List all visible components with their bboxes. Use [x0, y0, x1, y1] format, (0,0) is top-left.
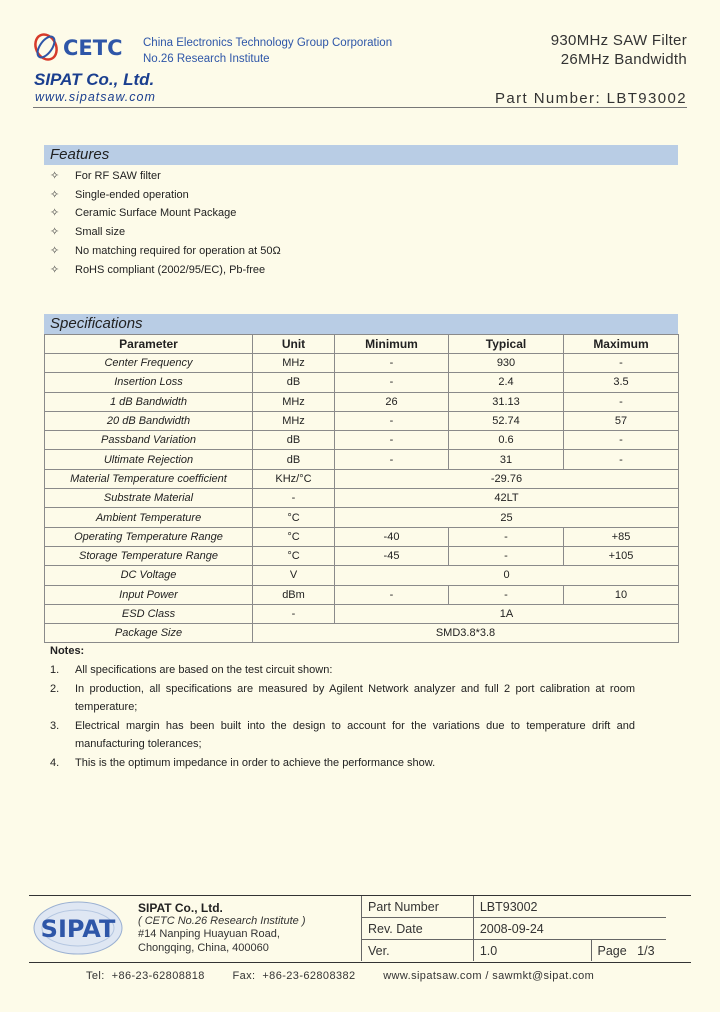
table-cell: - [449, 546, 564, 565]
diamond-bullet-icon: ✧ [50, 170, 60, 182]
feature-text: For RF SAW filter [75, 170, 161, 182]
note-number: 4. [50, 756, 60, 769]
table-cell: 52.74 [449, 411, 564, 430]
table-cell: - [335, 450, 449, 469]
table-cell: - [449, 585, 564, 604]
note-text: Electrical margin has been built into the design to account for the variations due to temperature drift and manufacturing tolerances; [75, 719, 635, 751]
cetc-org [143, 35, 392, 67]
company-website[interactable]: www.sipatsaw.com [35, 90, 156, 104]
table-cell: °C [253, 527, 335, 546]
rev-date-value: 2008-09-24 [473, 918, 666, 940]
parameter-cell: Ambient Temperature [45, 508, 253, 527]
table-cell: - [335, 411, 449, 430]
specifications-table [44, 334, 679, 643]
table-cell: dB [253, 373, 335, 392]
parameter-cell: Operating Temperature Range [45, 527, 253, 546]
table-cell: 0.6 [449, 431, 564, 450]
parameter-cell: Center Frequency [45, 354, 253, 373]
table-cell: V [253, 566, 335, 585]
parameter-cell: Insertion Loss [45, 373, 253, 392]
feature-text: RoHS compliant (2002/95/EC), Pb-free [75, 263, 266, 276]
feature-item [50, 167, 281, 186]
table-cell: 10 [564, 585, 679, 604]
cetc-line2: No.26 Research Institute [143, 53, 270, 65]
table-cell: 2.4 [449, 373, 564, 392]
table-row [45, 546, 679, 565]
contact-line [86, 970, 594, 982]
sipat-logo-text: SIPAT [40, 915, 116, 943]
parameter-cell: Passband Variation [45, 431, 253, 450]
parameter-cell: 1 dB Bandwidth [45, 392, 253, 411]
footer-company-block [138, 902, 306, 955]
feature-item [50, 186, 281, 205]
table-cell: - [335, 354, 449, 373]
table-cell: - [564, 354, 679, 373]
page-indicator [591, 940, 666, 962]
feature-text: Ceramic Surface Mount Package [75, 207, 237, 220]
diamond-bullet-icon: ✧ [50, 207, 60, 220]
diamond-bullet-icon: ✧ [50, 188, 60, 201]
table-cell: 3.5 [564, 373, 679, 392]
parameter-cell: ESD Class [45, 604, 253, 623]
note-number: 2. [50, 682, 60, 695]
table-cell: MHz [253, 392, 335, 411]
table-cell: - [253, 489, 335, 508]
footer-bottom-rule [29, 962, 691, 963]
table-row [45, 431, 679, 450]
table-header-row [45, 335, 679, 354]
table-cell: 57 [564, 411, 679, 430]
company-name: SIPAT Co., Ltd. [34, 70, 155, 89]
table-cell: °C [253, 508, 335, 527]
page-label: Page [597, 943, 627, 958]
features-list [50, 167, 281, 279]
table-cell: MHz [253, 411, 335, 430]
feature-item [50, 242, 281, 261]
features-heading: Features [44, 145, 678, 165]
table-cell: 31.13 [449, 392, 564, 411]
table-cell: 31 [449, 450, 564, 469]
feature-text: Single-ended operation [75, 188, 189, 201]
table-cell: dB [253, 450, 335, 469]
table-row [45, 354, 679, 373]
diamond-bullet-icon: ✧ [50, 263, 60, 276]
table-cell: - [253, 604, 335, 623]
sipat-logo [30, 898, 126, 958]
cetc-logo [33, 30, 133, 64]
cetc-line1: China Electronics Technology Group Corporation [143, 37, 393, 49]
parameter-cell: Ultimate Rejection [45, 450, 253, 469]
notes-title: Notes: [50, 645, 85, 657]
document-info-table [361, 896, 666, 961]
table-cell: - [564, 392, 679, 411]
table-cell: +105 [564, 546, 679, 565]
notes-section [50, 645, 650, 773]
note-item [50, 661, 650, 680]
contact-tel: Tel: +86-23-62808818 [86, 970, 205, 982]
header-divider [33, 107, 687, 108]
col-header: Parameter [45, 335, 253, 354]
feature-text: Small size [75, 226, 126, 239]
contact-fax: Fax: +86-23-62808382 [232, 970, 356, 982]
parameter-cell: Storage Temperature Range [45, 546, 253, 565]
table-cell: - [335, 431, 449, 450]
footer-address1: #14 Nanping Huayuan Road, [138, 928, 280, 941]
note-text: In production, all specifications are measured by Agilent Network analyzer and full 2 port calibration at room temperature; [75, 682, 635, 714]
table-cell: SMD3.8*3.8 [253, 624, 679, 643]
footer-address2: Chongqing, China, 400060 [138, 941, 269, 954]
note-text: This is the optimum impedance in order to achieve the performance show. [75, 756, 436, 769]
table-row [45, 392, 679, 411]
specifications-heading: Specifications [44, 314, 678, 334]
parameter-cell: Package Size [45, 624, 253, 643]
footer-institute: ( CETC No.26 Research Institute ) [138, 915, 306, 928]
table-cell: 25 [335, 508, 679, 527]
table-row [45, 411, 679, 430]
part-number-value: LBT93002 [473, 896, 666, 918]
table-row [45, 469, 679, 488]
version-value: 1.0 [473, 940, 591, 962]
table-cell: - [449, 527, 564, 546]
table-cell: - [564, 450, 679, 469]
table-cell: -40 [335, 527, 449, 546]
table-cell: KHz/°C [253, 469, 335, 488]
col-header: Minimum [335, 335, 449, 354]
parameter-cell: DC Voltage [45, 566, 253, 585]
table-row [45, 450, 679, 469]
table-cell: MHz [253, 354, 335, 373]
table-cell: 0 [335, 566, 679, 585]
table-row [45, 566, 679, 585]
note-item [50, 754, 650, 773]
table-cell: 1A [335, 604, 679, 623]
cetc-logo-text: CETC [63, 36, 123, 60]
note-item [50, 680, 650, 717]
part-number-header: Part Number: LBT93002 [495, 90, 687, 107]
table-cell: - [564, 431, 679, 450]
table-cell: dB [253, 431, 335, 450]
table-row [45, 489, 679, 508]
table-cell: 930 [449, 354, 564, 373]
contact-web-email[interactable]: www.sipatsaw.com / sawmkt@sipat.com [383, 970, 595, 982]
title-line2: 26MHz Bandwidth [560, 51, 687, 68]
version-label: Ver. [362, 940, 474, 962]
page-value: 1/3 [637, 943, 655, 958]
parameter-cell: Material Temperature coefficient [45, 469, 253, 488]
table-cell: -29.76 [335, 469, 679, 488]
diamond-bullet-icon: ✧ [50, 244, 60, 257]
parameter-cell: 20 dB Bandwidth [45, 411, 253, 430]
diamond-bullet-icon: ✧ [50, 226, 60, 239]
feature-item [50, 261, 281, 280]
table-cell: 26 [335, 392, 449, 411]
feature-item [50, 204, 281, 223]
title-line1: 930MHz SAW Filter [550, 32, 687, 49]
footer-company-name: SIPAT Co., Ltd. [138, 901, 223, 915]
part-number-label: Part Number [362, 896, 474, 918]
note-item [50, 717, 650, 754]
note-number: 3. [50, 719, 60, 732]
col-header: Unit [253, 335, 335, 354]
note-number: 1. [50, 664, 60, 676]
col-header: Typical [449, 335, 564, 354]
parameter-cell: Input Power [45, 585, 253, 604]
table-cell: - [335, 373, 449, 392]
table-row [45, 527, 679, 546]
parameter-cell: Substrate Material [45, 489, 253, 508]
rev-date-label: Rev. Date [362, 918, 474, 940]
table-cell: +85 [564, 527, 679, 546]
feature-item [50, 223, 281, 242]
table-cell: dBm [253, 585, 335, 604]
table-cell: 42LT [335, 489, 679, 508]
table-row [45, 373, 679, 392]
col-header: Maximum [564, 335, 679, 354]
table-row [45, 508, 679, 527]
table-row [45, 624, 679, 643]
table-cell: -45 [335, 546, 449, 565]
table-cell: - [335, 585, 449, 604]
product-title [551, 31, 687, 69]
table-row [45, 585, 679, 604]
note-text: All specifications are based on the test circuit shown: [75, 664, 333, 676]
table-row [45, 604, 679, 623]
table-cell: °C [253, 546, 335, 565]
feature-text: No matching required for operation at 50Ω [75, 244, 281, 257]
